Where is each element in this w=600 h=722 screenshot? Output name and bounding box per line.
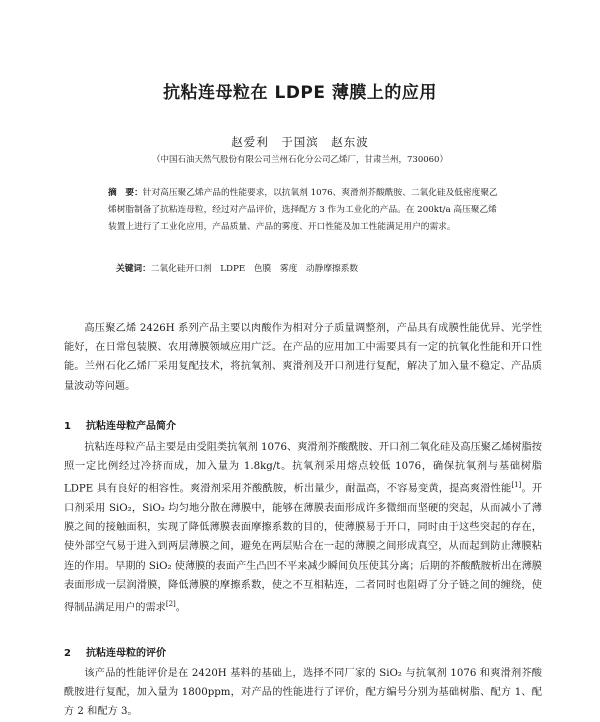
section-2-paragraph: 该产品的性能评价是在 2420H 基料的基础上，选择不同厂家的 SiO₂ 与抗氧剂 1076 和爽滑剂芥酸酰胺进行复配，加入量为 1800ppm，对产品的性能进行了评价，配方编号分别为基础树脂、配方 1、配方 2 和配方 3。: [64, 668, 542, 718]
body-text: 。: [175, 602, 186, 614]
section-number: 1: [64, 421, 71, 432]
paper-title: 抗粘连母粒在 LDPE 薄膜上的应用: [163, 83, 437, 103]
body-text: 。开口剂采用 SiO₂，SiO₂ 均匀地分散在薄膜中，能够在薄膜表面形成许多微细而坚硬的突起，从而减小了薄膜之间的接触面积，实现了降低薄膜表面摩擦系数的目的，使薄膜易于开口，同时由于这些突起的存在，使外部空气易于进入到两层薄膜之间，避免在两层贴合在一起的薄膜之间形成真空，从而起到防止薄膜粘连的作用。早期的 SiO₂ 使薄膜的表面产生凸凹不平来减少瞬间负压使其分离；后期的芥酸酰胺析出在薄膜表面形成一层润滑膜，降低薄膜的摩擦系数，使之不互相粘连，二者同时也阻碍了分子链之间的缠绕，使得制品满足用户的需求: [64, 483, 543, 614]
section-1-paragraph: [64, 438, 542, 618]
section-title: 抗粘连母粒的评价: [86, 648, 166, 659]
abstract-text: 针对高压聚乙烯产品的性能要求，以抗氧剂 1076、爽滑剂芥酸酰胺、二氧化硅及低密度聚乙烯树脂制备了抗粘连母粒，经过对产品评价，选择配方 3 作为工业化的产品。在 200kt/a 高压聚乙烯装置上进行了工业化应用，产品质量、产品的雾度、开口性能及加工性能满足用户的需求。: [108, 188, 498, 232]
section-heading-1: [64, 417, 176, 432]
citation: [1]: [511, 481, 522, 490]
keywords-label: 关键词：: [116, 264, 151, 274]
abstract-label: 摘 要：: [108, 188, 143, 198]
author-affiliation: （中国石油天然气股份有限公司兰州石化分公司乙烯厂，甘肃兰州，730060）: [152, 155, 448, 165]
abstract: [108, 185, 500, 236]
section-number: 2: [64, 648, 71, 659]
keywords: [116, 262, 508, 274]
author-list: 赵爱利 于国滨 赵东波: [231, 135, 369, 149]
section-title: 抗粘连母粒产品简介: [86, 421, 176, 432]
section-heading-2: [64, 644, 166, 659]
citation: [2]: [165, 600, 176, 609]
keywords-text: 二氧化硅开口剂 LDPE 色膜 雾度 动静摩擦系数: [150, 264, 359, 274]
intro-paragraph: 高压聚乙烯 2426H 系列产品主要以肉酸作为相对分子质量调整剂，产品具有成膜性能优异、光学性能好，在日常包装膜、农用薄膜领域应用广泛。在产品的应用加工中需要具有一定的抗氧化性能和开口性能。兰州石化乙烯厂采用复配技术，将抗氧剂、爽滑剂及开口剂进行复配，解决了加入量不稳定、产品质量波动等问题。: [64, 323, 542, 392]
body-text: 抗粘连母粒产品主要是由受阻类抗氧剂 1076、爽滑剂芥酸酰胺、开口剂二氧化硅及高压聚乙烯树脂按照一定比例经过冷挤而成，加入量为 1.8kg/t。抗氧剂采用熔点较低 1076，确保抗氧剂与基础树脂 LDPE 具有良好的相容性。爽滑剂采用芥酸酰胺，析出量少，耐温高，不容易变黄，提高爽滑性能: [64, 442, 542, 495]
